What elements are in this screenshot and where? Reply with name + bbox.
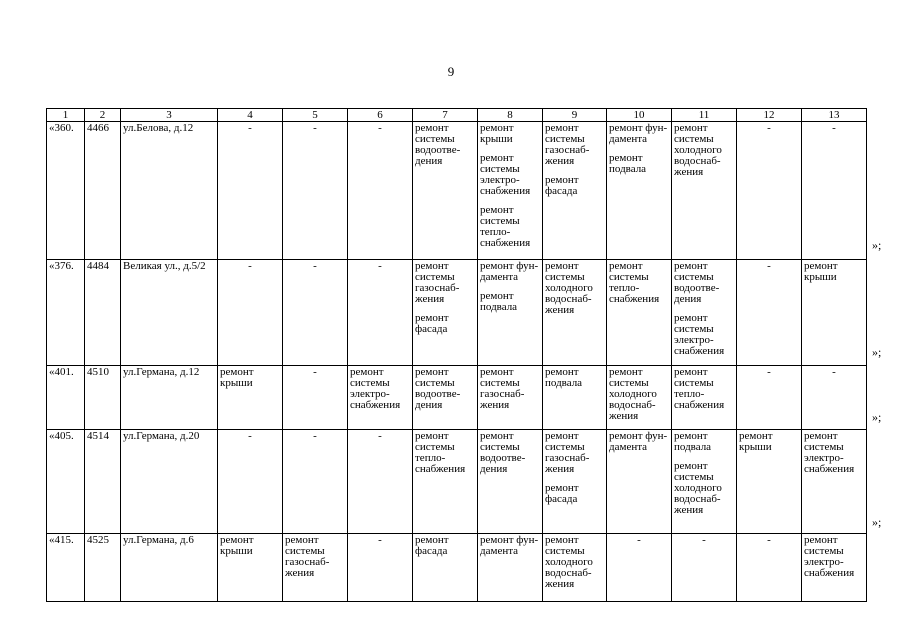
empty-dash: -	[248, 260, 252, 272]
repair-cell	[607, 122, 672, 260]
row-number: «376.	[47, 260, 85, 366]
empty-dash: -	[378, 122, 382, 134]
repair-cell	[607, 260, 672, 366]
column-header: 1	[47, 109, 85, 122]
repair-item: ремонт крыши	[804, 260, 838, 283]
repair-cell	[348, 534, 413, 602]
empty-dash: -	[832, 122, 836, 134]
repair-cell	[802, 260, 867, 366]
row-end-marker: »;	[872, 345, 882, 359]
table-row	[47, 430, 867, 534]
empty-dash: -	[832, 366, 836, 378]
page-number: 9	[447, 64, 455, 79]
repair-item: ремонт подвала	[480, 290, 518, 313]
repair-item: ремонт системы водоотве-дения	[415, 122, 461, 167]
repair-cell	[478, 430, 543, 534]
empty-dash: -	[767, 260, 771, 272]
repair-cell	[543, 366, 607, 430]
repair-item: ремонт подвала	[674, 430, 712, 453]
repair-item: ремонт фасада	[415, 534, 449, 557]
repair-item: ремонт подвала	[545, 366, 583, 389]
repair-cell	[543, 122, 607, 260]
building-id: 4466	[85, 122, 121, 260]
empty-dash: -	[313, 366, 317, 378]
repair-cell	[672, 366, 737, 430]
repair-cell	[413, 534, 478, 602]
repair-item: ремонт системы электро-снабжения	[804, 534, 855, 579]
address: ул.Германа, д.6	[121, 534, 218, 602]
address: ул.Германа, д.12	[121, 366, 218, 430]
header-row	[47, 109, 867, 122]
column-header: 7	[413, 109, 478, 122]
address: ул.Германа, д.20	[121, 430, 218, 534]
repair-cell	[478, 122, 543, 260]
column-header: 5	[283, 109, 348, 122]
empty-dash: -	[378, 534, 382, 546]
repair-item: ремонт фун-дамента	[480, 534, 539, 557]
repair-cell	[283, 260, 348, 366]
repair-cell	[283, 430, 348, 534]
table-row	[47, 534, 867, 602]
table-row	[47, 366, 867, 430]
repair-item: ремонт системы холодного водоснаб-жения	[674, 122, 722, 178]
table-row	[47, 122, 867, 260]
repair-item: ремонт системы водоотве-дения	[674, 260, 720, 305]
empty-dash: -	[767, 122, 771, 134]
repair-cell	[348, 260, 413, 366]
empty-dash: -	[248, 430, 252, 442]
empty-dash: -	[313, 122, 317, 134]
repair-cell	[737, 366, 802, 430]
repair-item: ремонт фун-дамента	[609, 430, 668, 453]
repair-cell	[218, 430, 283, 534]
address: ул.Белова, д.12	[121, 122, 218, 260]
repair-item: ремонт системы тепло-снабжения	[609, 260, 660, 305]
column-header: 4	[218, 109, 283, 122]
row-number: «415.	[47, 534, 85, 602]
repair-item: ремонт крыши	[220, 366, 254, 389]
repair-item: ремонт фун-дамента	[609, 122, 668, 145]
table-row	[47, 260, 867, 366]
repair-cell	[607, 430, 672, 534]
repair-cell	[802, 534, 867, 602]
repair-item: ремонт системы электро-снабжения	[804, 430, 855, 475]
repair-cell	[802, 430, 867, 534]
repair-item: ремонт системы холодного водоснаб-жения	[545, 260, 593, 316]
repair-item: ремонт системы тепло-снабжения	[415, 430, 466, 475]
repair-cell	[607, 366, 672, 430]
empty-dash: -	[248, 122, 252, 134]
repair-item: ремонт системы электро-снабжения	[480, 152, 531, 197]
repair-item: ремонт системы газоснаб-жения	[545, 122, 590, 167]
repair-cell	[348, 430, 413, 534]
address: Великая ул., д.5/2	[121, 260, 218, 366]
column-header: 12	[737, 109, 802, 122]
row-number: «360.	[47, 122, 85, 260]
row-end-marker: »;	[872, 410, 882, 424]
repair-item: ремонт фасада	[545, 482, 579, 505]
empty-dash: -	[637, 534, 641, 546]
repair-cell	[802, 366, 867, 430]
repair-cell	[283, 366, 348, 430]
column-header: 3	[121, 109, 218, 122]
empty-dash: -	[767, 366, 771, 378]
repair-cell	[413, 366, 478, 430]
repair-item: ремонт системы газоснаб-жения	[545, 430, 590, 475]
repair-cell	[478, 260, 543, 366]
row-number: «401.	[47, 366, 85, 430]
column-header: 6	[348, 109, 413, 122]
repair-item: ремонт системы газоснаб-жения	[415, 260, 460, 305]
repair-cell	[737, 122, 802, 260]
repair-cell	[478, 366, 543, 430]
empty-dash: -	[313, 430, 317, 442]
empty-dash: -	[767, 534, 771, 546]
repair-cell	[218, 534, 283, 602]
repair-cell	[543, 534, 607, 602]
repair-item: ремонт крыши	[480, 122, 514, 145]
building-id: 4514	[85, 430, 121, 534]
building-id: 4484	[85, 260, 121, 366]
row-number: «405.	[47, 430, 85, 534]
column-header: 9	[543, 109, 607, 122]
repair-cell	[737, 260, 802, 366]
repair-item: ремонт системы водоотве-дения	[415, 366, 461, 411]
repair-item: ремонт системы холодного водоснаб-жения	[545, 534, 593, 590]
repair-item: ремонт крыши	[739, 430, 773, 453]
repair-item: ремонт фасада	[415, 312, 449, 335]
repair-schedule-table	[46, 108, 867, 602]
repair-item: ремонт системы газоснаб-жения	[285, 534, 330, 579]
repair-cell	[348, 122, 413, 260]
repair-cell	[737, 534, 802, 602]
column-header: 8	[478, 109, 543, 122]
repair-item: ремонт фасада	[545, 174, 579, 197]
repair-cell	[607, 534, 672, 602]
column-header: 13	[802, 109, 867, 122]
repair-item: ремонт фун-дамента	[480, 260, 539, 283]
repair-item: ремонт системы холодного водоснаб-жения	[609, 366, 657, 422]
repair-cell	[672, 534, 737, 602]
repair-item: ремонт системы холодного водоснаб-жения	[674, 460, 722, 516]
repair-cell	[543, 430, 607, 534]
repair-cell	[413, 260, 478, 366]
empty-dash: -	[378, 260, 382, 272]
repair-cell	[218, 122, 283, 260]
repair-cell	[672, 260, 737, 366]
repair-cell	[543, 260, 607, 366]
column-header: 10	[607, 109, 672, 122]
repair-cell	[283, 122, 348, 260]
repair-cell	[218, 366, 283, 430]
row-end-marker: »;	[872, 238, 882, 252]
repair-item: ремонт системы тепло-снабжения	[480, 204, 531, 249]
repair-cell	[348, 366, 413, 430]
empty-dash: -	[378, 430, 382, 442]
repair-cell	[413, 430, 478, 534]
repair-item: ремонт системы тепло-снабжения	[674, 366, 725, 411]
repair-cell	[672, 430, 737, 534]
empty-dash: -	[313, 260, 317, 272]
repair-cell	[672, 122, 737, 260]
repair-cell	[283, 534, 348, 602]
repair-cell	[478, 534, 543, 602]
repair-cell	[413, 122, 478, 260]
repair-cell	[802, 122, 867, 260]
empty-dash: -	[702, 534, 706, 546]
repair-item: ремонт системы электро-снабжения	[674, 312, 725, 357]
repair-item: ремонт подвала	[609, 152, 647, 175]
column-header: 2	[85, 109, 121, 122]
repair-item: ремонт системы водоотве-дения	[480, 430, 526, 475]
column-header: 11	[672, 109, 737, 122]
building-id: 4510	[85, 366, 121, 430]
row-end-marker: »;	[872, 515, 882, 529]
repair-item: ремонт системы электро-снабжения	[350, 366, 401, 411]
repair-item: ремонт крыши	[220, 534, 254, 557]
repair-cell	[218, 260, 283, 366]
building-id: 4525	[85, 534, 121, 602]
table-body	[47, 122, 867, 602]
repair-cell	[737, 430, 802, 534]
repair-item: ремонт системы газоснаб-жения	[480, 366, 525, 411]
